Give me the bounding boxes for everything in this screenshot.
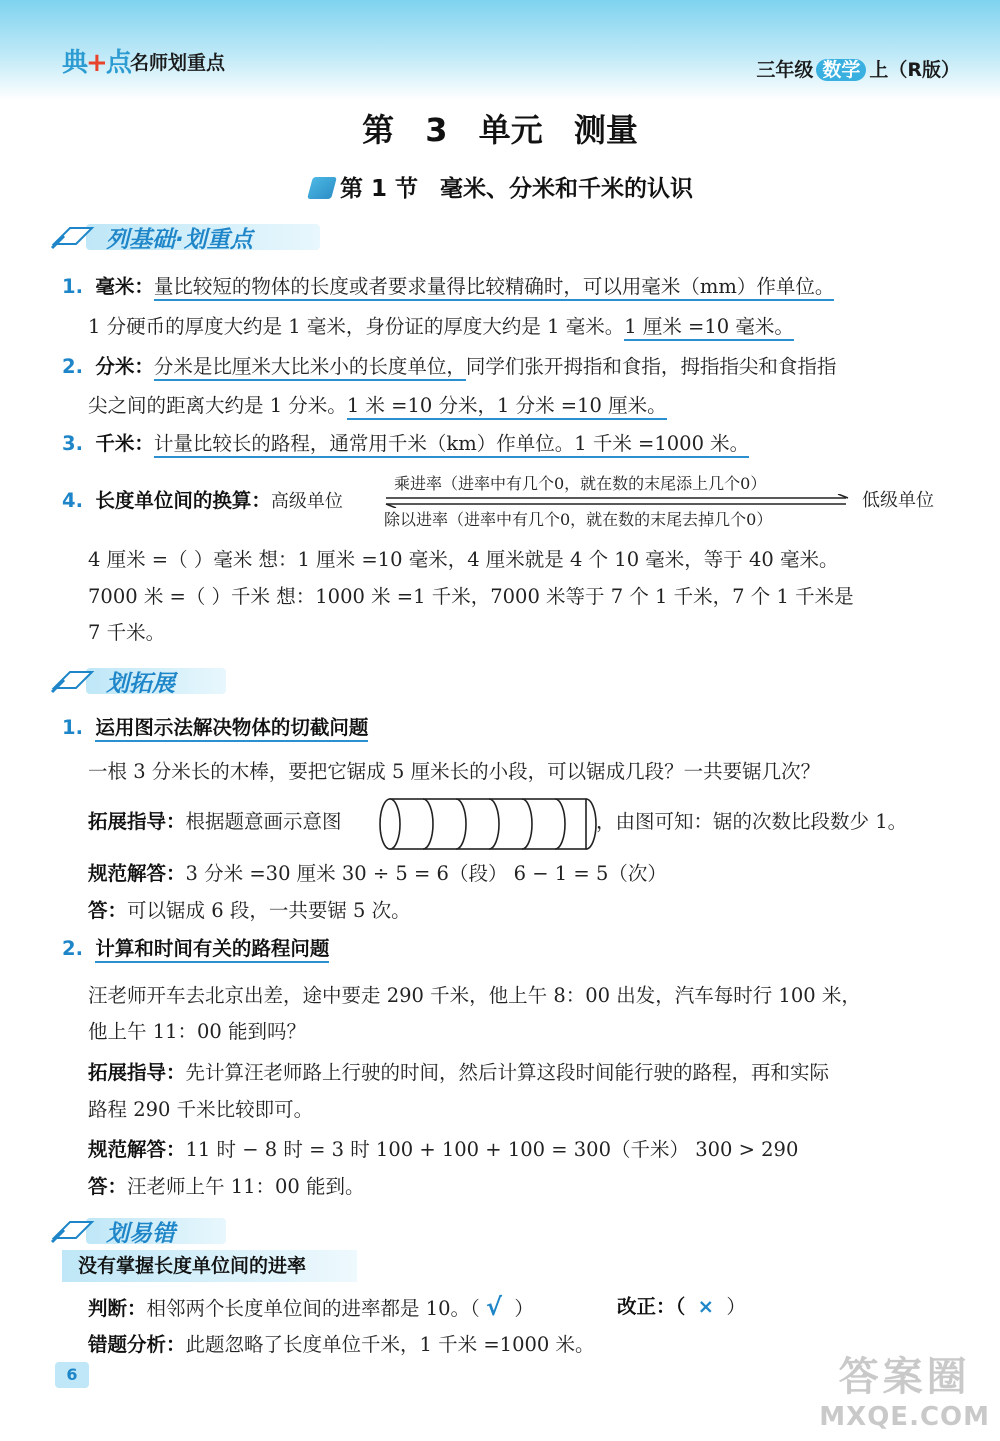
basics-item-4: 4. 长度单位间的换算：高级单位 [62,489,343,512]
mistake-analysis: 错题分析：此题忽略了长度单位千米，1 千米 =1000 米。 [88,1333,595,1356]
extend-problem-1-question: 一根 3 分米长的木棒，要把它锯成 5 厘米长的小段，可以锯成几段？一共要锯几次？ [88,760,821,783]
basics-item-2-line2: 尖之间的距离大约是 1 分米。1 米 =10 分米，1 分米 =10 厘米。 [88,392,667,420]
brand-subtitle: 名师划重点 [130,52,226,74]
watermark: 答案圈 MXQE.COM [819,1354,990,1432]
extend-problem-1-title: 1. 运用图示法解决物体的切截问题 [62,714,368,742]
basics-item-1: 1. 毫米：量比较短的物体的长度或者要求量得比较精确时，可以用毫米（mm）作单位。 [62,273,834,301]
extend-problem-1-guide: 拓展指导：根据题意画示意图 [88,810,342,833]
subject-badge: 数学 [816,59,866,81]
pencil-icon [50,664,96,694]
extend-problem-1-solution: 规范解答：3 分米 =30 厘米 30 ÷ 5 = 6（段） 6 − 1 = 5（次） [88,862,667,885]
basics-item-3: 3. 千米：计量比较长的路程，通常用千米（km）作单位。1 千米 =1000 米。 [62,430,749,458]
page-header [0,0,1000,100]
check-mark-icon: √ [485,1293,502,1321]
mistake-heading: 没有掌握长度单位间的进率 [78,1255,307,1277]
extend-problem-2-guide-line2: 路程 290 千米比较即可。 [88,1098,314,1121]
conversion-divide: 除以进率（进率中有几个0，就在数的末尾去掉几个0） [384,510,773,529]
section-flag-icon [307,177,337,199]
extend-problem-2-guide: 拓展指导：先计算汪老师路上行驶的时间，然后计算这段时间能行驶的路程，再和实际 [88,1061,830,1084]
page-number: 6 [55,1362,89,1388]
banner-basics: 列基础·划重点 [50,218,320,254]
basics-item-1-line2: 1 分硬币的厚度大约是 1 毫米，身份证的厚度大约是 1 毫米。1 厘米 =10 毫米。 [88,313,794,341]
banner-extend: 划拓展 [50,662,230,698]
conversion-rule [384,470,854,532]
extend-problem-2-question: 汪老师开车去北京出差，途中要走 290 千米，他上午 8：00 出发，汽车每时行 100 米， [88,984,861,1007]
cross-mark-icon: × [697,1295,715,1318]
banner-mistakes: 划易错 [50,1212,230,1248]
conversion-multiply: 乘进率（进率中有几个0，就在数的末尾添上几个0） [394,474,767,493]
stick-diagram [378,796,598,852]
brand-logo: 典+点 [62,48,130,78]
extend-problem-2-solution: 规范解答：11 时 − 8 时 = 3 时 100 + 100 + 100 = 300（千米） 300 > 290 [88,1138,799,1161]
extend-problem-2-question-line2: 他上午 11：00 能到吗？ [88,1020,307,1043]
section-title: 第 1 节 毫米、分米和千米的认识 [310,170,693,203]
low-unit-label: 低级单位 [862,490,934,511]
example-1: 4 厘米 =（ ）毫米 想：1 厘米 =10 毫米，4 厘米就是 4 个 10 毫米，等于 40 毫米。 [88,548,839,571]
pencil-icon [50,1214,96,1244]
example-2: 7000 米 =（ ）千米 想：1000 米 =1 千米，7000 米等于 7 个 1 千米，7 个 1 千米是 [88,585,854,608]
mistake-correction: 改正：（ × ） [617,1295,746,1318]
grade-label: 三年级 数学 上（R版） [756,59,960,81]
extend-problem-1-answer: 答：可以锯成 6 段，一共要锯 5 次。 [88,899,411,922]
basics-item-2: 2. 分米：分米是比厘米大比米小的长度单位，同学们张开拇指和食指，拇指指尖和食指指 [62,353,836,381]
extend-problem-2-title: 2. 计算和时间有关的路程问题 [62,935,329,963]
unit-title: 第 3 单元 测量 [362,111,638,149]
extend-problem-1-guide-end: ，由图可知：锯的次数比段数少 1。 [596,810,908,833]
pencil-icon [50,220,96,250]
mistake-judgement: 判断：相邻两个长度单位间的进率都是 10。（ √ ） [88,1293,534,1321]
example-2-line2: 7 千米。 [88,621,166,644]
extend-problem-2-answer: 答：汪老师上午 11：00 能到。 [88,1175,365,1198]
